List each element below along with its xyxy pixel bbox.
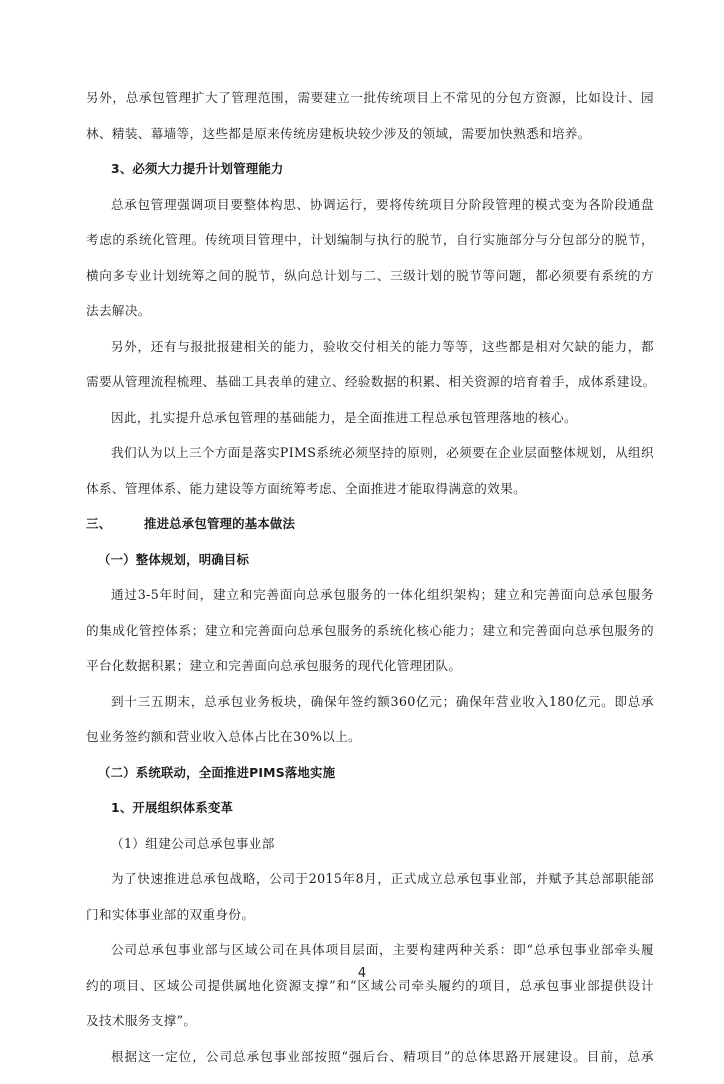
subsection-heading-2: （二）系统联动，全面推进PIMS落地实施 [86, 765, 654, 801]
paragraph-line: 公司总承包事业部与区域公司在具体项目层面，主要构建两种关系：即“总承包事业部牵头履 [86, 942, 654, 978]
paragraph-line: 我们认为以上三个方面是落实PIMS系统必须坚持的原则，必须要在企业层面整体规划，从组织 [86, 445, 654, 481]
paragraph-line: 到十三五期末，总承包业务板块，确保年签约额360亿元；确保年营业收入180亿元。即总承 [86, 694, 654, 730]
paragraph-line: 横向多专业计划统筹之间的脱节，纵向总计划与二、三级计划的脱节等问题，都必须要有系统的方 [86, 268, 654, 304]
paragraph-line: 通过3-5年时间，建立和完善面向总承包服务的一体化组织架构；建立和完善面向总承包服务 [86, 587, 654, 623]
heading-3-plan: 3、必须大力提升计划管理能力 [86, 161, 654, 197]
paragraph-line: 为了快速推进总承包战略，公司于2015年8月，正式成立总承包事业部，并赋予其总部职能部 [86, 871, 654, 907]
paragraph-line: 总承包管理强调项目要整体构思、协调运行，要将传统项目分阶段管理的模式变为各阶段通盘 [86, 197, 654, 233]
document-body [86, 90, 654, 1084]
paragraph-line: 需要从管理流程梳理、基础工具表单的建立、经验数据的积累、相关资源的培育着手，成体系建设。 [86, 374, 654, 410]
section-heading-3 [86, 516, 654, 552]
paragraph-line: 约的项目、区域公司提供属地化资源支撑”和“区域公司牵头履约的项目，总承包事业部提供设计 [86, 978, 654, 1014]
item-heading: （1）组建公司总承包事业部 [86, 836, 654, 872]
paragraph-line: 法去解决。 [86, 303, 654, 339]
section-title: 推进总承包管理的基本做法 [144, 516, 295, 552]
heading-org-reform: 1、开展组织体系变革 [86, 800, 654, 836]
paragraph-line: 根据这一定位，公司总承包事业部按照“强后台、精项目”的总体思路开展建设。目前，总承 [86, 1049, 654, 1084]
section-number: 三、 [86, 516, 144, 552]
paragraph-line: 因此，扎实提升总承包管理的基础能力，是全面推进工程总承包管理落地的核心。 [86, 410, 654, 446]
page-number: 4 [0, 966, 724, 981]
paragraph-line: 包业务签约额和营业收入总体占比在30%以上。 [86, 729, 654, 765]
paragraph-line: 体系、管理体系、能力建设等方面统筹考虑、全面推进才能取得满意的效果。 [86, 481, 654, 517]
paragraph-line: 考虑的系统化管理。传统项目管理中，计划编制与执行的脱节，自行实施部分与分包部分的脱节， [86, 232, 654, 268]
paragraph-line: 另外，还有与报批报建相关的能力，验收交付相关的能力等等，这些都是相对欠缺的能力，都 [86, 339, 654, 375]
paragraph-line: 另外，总承包管理扩大了管理范围，需要建立一批传统项目上不常见的分包方资源，比如设计、园 [86, 90, 654, 126]
paragraph-line: 的集成化管控体系；建立和完善面向总承包服务的系统化核心能力；建立和完善面向总承包服务的 [86, 623, 654, 659]
paragraph-line: 平台化数据积累；建立和完善面向总承包服务的现代化管理团队。 [86, 658, 654, 694]
paragraph-line: 林、精装、幕墙等，这些都是原来传统房建板块较少涉及的领域，需要加快熟悉和培养。 [86, 126, 654, 162]
paragraph-line: 及技术服务支撑”。 [86, 1013, 654, 1049]
paragraph-line: 门和实体事业部的双重身份。 [86, 907, 654, 943]
subsection-heading-1: （一）整体规划，明确目标 [86, 552, 654, 588]
